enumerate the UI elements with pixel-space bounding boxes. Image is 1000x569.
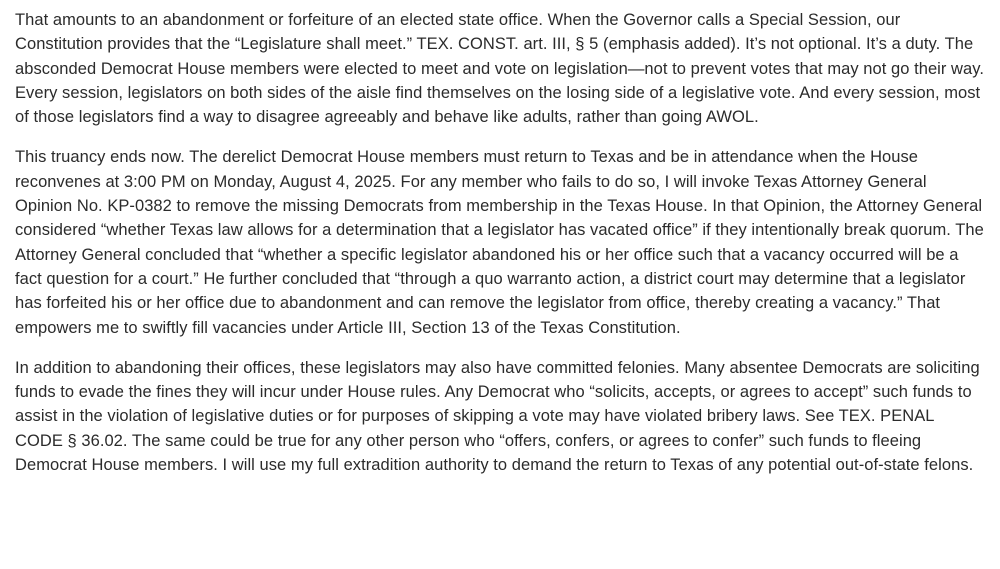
paragraph-felonies: In addition to abandoning their offices, these legislators may also have committed felonies. Many absentee Democrats are soliciting funds to evade the fines they will incur under House rules. Any Democrat who “solicits, accepts, or agrees to accept” such funds to assist in the violation of legislative duties or for purposes of skipping a vote may have violated bribery laws. See TEX. PENAL CODE § 36.02. The same could be true for any other person who “offers, confers, or agrees to confer” such funds to fleeing Democrat House members. I will use my full extradition authority to demand the return to Texas of any potential out-of-state felons. [15,358,980,475]
paragraph-abandonment: That amounts to an abandonment or forfeiture of an elected state office. When the Governor calls a Special Session, our Constitution provides that the “Legislature shall meet.” TEX. CONST. art. III, § 5 (emphasis added). It’s not optional. It’s a duty. The absconded Democrat House members were elected to meet and vote on legislation—not to prevent votes that may not go their way. Every session, legislators on both sides of the aisle find themselves on the losing side of a legislative vote. And every session, most of those legislators find a way to disagree agreeably and behave like adults, rather than going AWOL. [15,11,984,127]
paragraph-truancy: This truancy ends now. The derelict Democrat House members must return to Texas and be in attendance when the House reconvenes at 3:00 PM on Monday, August 4, 2025. For any member who fails to do so, I will invoke Texas Attorney General Opinion No. KP-0382 to remove the missing Democrats from membership in the Texas House. In that Opinion, the Attorney General considered “whether Texas law allows for a determination that a legislator has vacated office” if they intentionally break quorum. The Attorney General concluded that “whether a specific legislator abandoned his or her office such that a vacancy occurred will be a fact question for a court.” He further concluded that “through a quo warranto action, a district court may determine that a legislator has forfeited his or her office due to abandonment and can remove the legislator from office, thereby creating a vacancy.” That empowers me to swiftly fill vacancies under Article III, Section 13 of the Texas Constitution. [15,148,984,337]
